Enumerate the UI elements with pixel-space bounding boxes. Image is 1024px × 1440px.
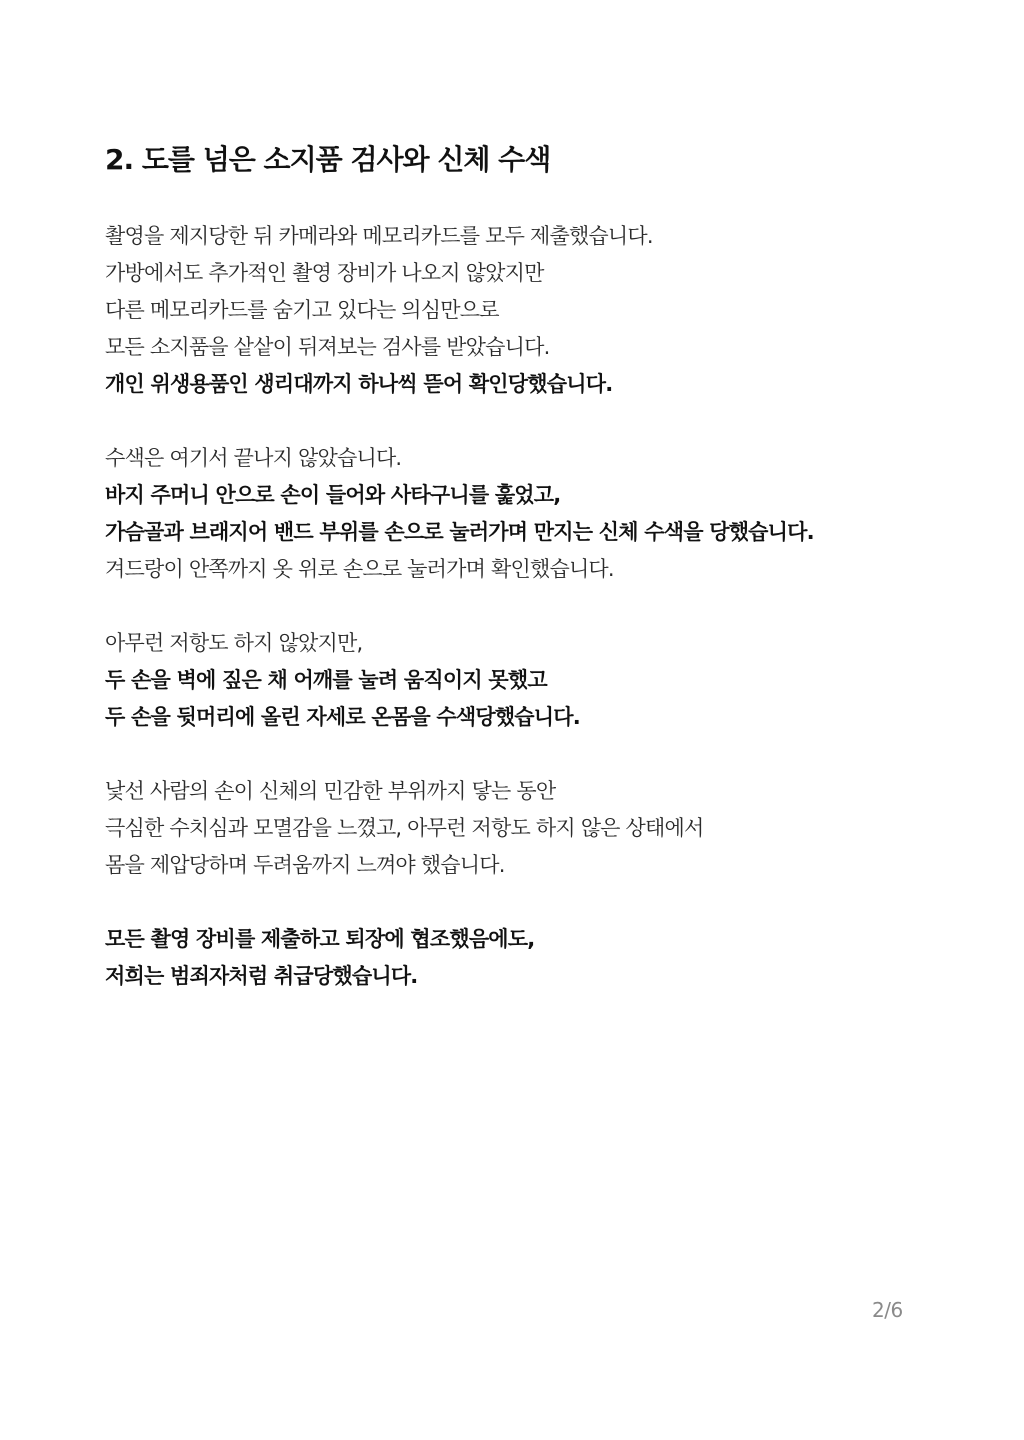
text-line: 극심한 수치심과 모멸감을 느꼈고, 아무런 저항도 하지 않은 상태에서 xyxy=(105,816,704,840)
bold-text-line: 바지 주머니 안으로 손이 들어와 사타구니를 훑었고, xyxy=(105,483,561,507)
bold-text-line: 두 손을 뒷머리에 올린 자세로 온몸을 수색당했습니다. xyxy=(105,705,580,729)
document-body xyxy=(105,218,965,1032)
text-line: 낯선 사람의 손이 신체의 민감한 부위까지 닿는 동안 xyxy=(105,779,556,803)
paragraph xyxy=(105,440,965,588)
bold-text-line: 가슴골과 브래지어 밴드 부위를 손으로 눌러가며 만지는 신체 수색을 당했습니다. xyxy=(105,520,814,544)
text-line: 촬영을 제지당한 뒤 카메라와 메모리카드를 모두 제출했습니다. xyxy=(105,224,653,248)
paragraph xyxy=(105,218,965,403)
bold-text-line: 두 손을 벽에 짚은 채 어깨를 눌려 움직이지 못했고 xyxy=(105,668,547,692)
bold-text-line: 저희는 범죄자처럼 취급당했습니다. xyxy=(105,964,418,988)
text-line: 아무런 저항도 하지 않았지만, xyxy=(105,631,363,655)
paragraph xyxy=(105,773,965,884)
section-title: 2. 도를 넘은 소지품 검사와 신체 수색 xyxy=(105,143,551,176)
text-line: 겨드랑이 안쪽까지 옷 위로 손으로 눌러가며 확인했습니다. xyxy=(105,557,614,581)
paragraph xyxy=(105,625,965,736)
text-line: 수색은 여기서 끝나지 않았습니다. xyxy=(105,446,402,470)
text-line: 몸을 제압당하며 두려움까지 느껴야 했습니다. xyxy=(105,853,505,877)
page-number: 2/6 xyxy=(872,1298,903,1322)
text-line: 가방에서도 추가적인 촬영 장비가 나오지 않았지만 xyxy=(105,261,544,285)
bold-text-line: 개인 위생용품인 생리대까지 하나씩 뜯어 확인당했습니다. xyxy=(105,372,613,396)
text-line: 모든 소지품을 샅샅이 뒤져보는 검사를 받았습니다. xyxy=(105,335,550,359)
text-line: 다른 메모리카드를 숨기고 있다는 의심만으로 xyxy=(105,298,499,322)
bold-text-line: 모든 촬영 장비를 제출하고 퇴장에 협조했음에도, xyxy=(105,927,535,951)
paragraph xyxy=(105,921,965,995)
